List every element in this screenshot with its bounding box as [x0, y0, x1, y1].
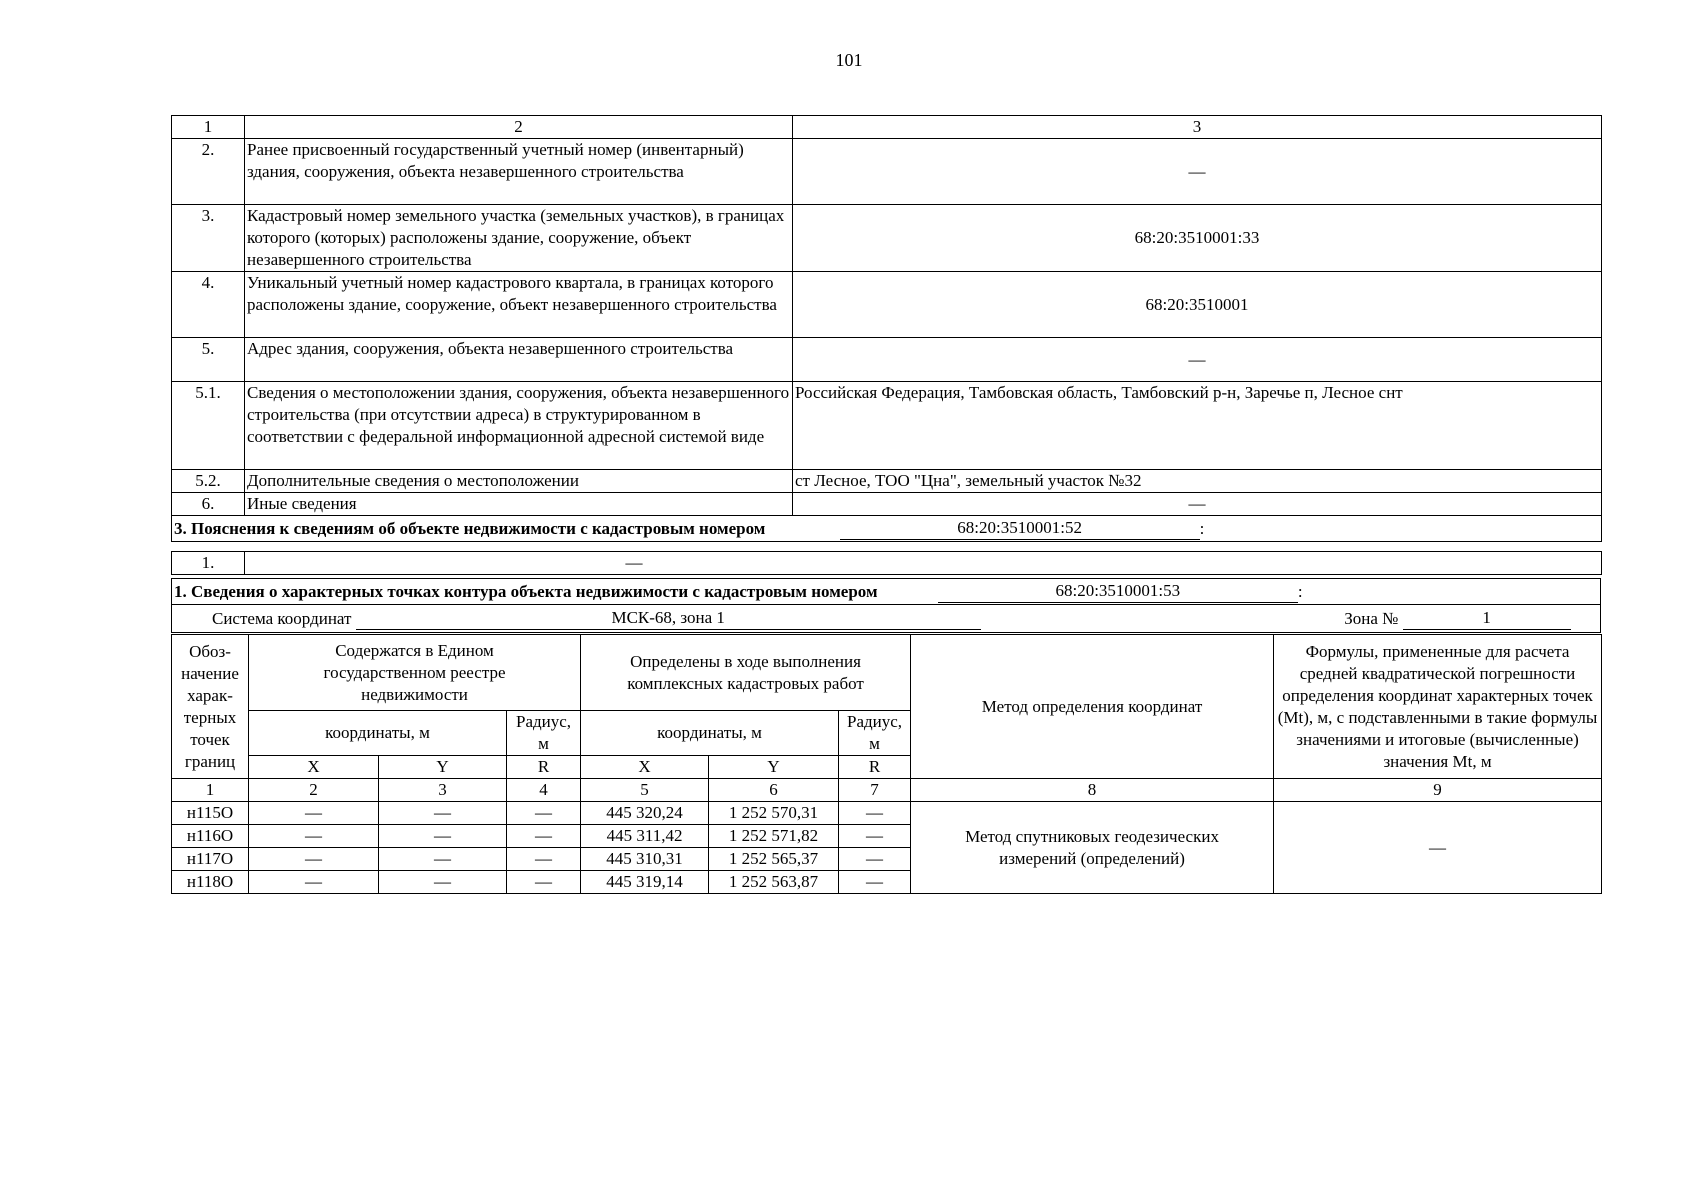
section3-title: 3. Пояснения к сведениям об объекте недвижимости с кадастровым номером	[174, 519, 766, 538]
egrn-y: —	[379, 871, 507, 894]
table-row	[172, 470, 1602, 493]
col-number: 1	[172, 779, 249, 802]
egrn-x: —	[249, 848, 379, 871]
row-description: Иные сведения	[245, 493, 793, 516]
header-method: Метод определения координат	[911, 635, 1274, 779]
point-name: н118О	[172, 871, 249, 894]
header-formulas: Формулы, примененные для расчета средней квадратической погрешности определения координат характерных точек (Mt), м, с подставленными в такие формулы значениями и итоговые (вычисленные) значения Mt, м	[1274, 635, 1602, 779]
kkr-y: 1 252 565,37	[709, 848, 839, 871]
zone-value: 1	[1403, 607, 1571, 630]
row-number: 5.1.	[172, 382, 245, 470]
kkr-r: —	[839, 802, 911, 825]
egrn-y: —	[379, 825, 507, 848]
points-section-title: 1. Сведения о характерных точках контура объекта недвижимости с кадастровым номером	[174, 582, 878, 601]
egrn-y: —	[379, 802, 507, 825]
kkr-r: —	[839, 871, 911, 894]
row-value: —	[245, 552, 1602, 575]
kkr-r: —	[839, 848, 911, 871]
col-header: 3	[793, 116, 1602, 139]
points-header-table	[171, 578, 1601, 633]
col-number: 5	[581, 779, 709, 802]
page-number: 101	[835, 50, 863, 70]
zone-label: Зона №	[1344, 609, 1399, 628]
section3-cadastral-number: 68:20:3510001:52	[840, 517, 1200, 540]
row-description: Сведения о местоположении здания, сооружения, объекта незавершенного строительства (при отсутствии адреса) в структурированном в соответствии с федеральной информационной адресной системой виде	[245, 382, 793, 470]
egrn-r: —	[507, 825, 581, 848]
header-y: Y	[379, 756, 507, 779]
kkr-x: 445 319,14	[581, 871, 709, 894]
formulas-value: —	[1274, 802, 1602, 894]
row-value: Российская Федерация, Тамбовская область, Тамбовский р-н, Заречье п, Лесное снт	[793, 382, 1602, 470]
kkr-y: 1 252 570,31	[709, 802, 839, 825]
row-description: Уникальный учетный номер кадастрового квартала, в границах которого расположены здание, сооружение, объект незавершенного строительства	[245, 272, 793, 338]
table-row	[172, 139, 1602, 205]
table-row	[172, 552, 1602, 575]
row-description: Ранее присвоенный государственный учетный номер (инвентарный) здания, сооружения, объекта незавершенного строительства	[245, 139, 793, 205]
header-x: X	[249, 756, 379, 779]
col-number: 8	[911, 779, 1274, 802]
section3-colon: :	[1199, 519, 1205, 538]
row-number: 5.2.	[172, 470, 245, 493]
col-number: 9	[1274, 779, 1602, 802]
table-row	[172, 205, 1602, 272]
egrn-x: —	[249, 871, 379, 894]
row-number: 4.	[172, 272, 245, 338]
table-row	[172, 272, 1602, 338]
col-header: 1	[172, 116, 245, 139]
egrn-r: —	[507, 802, 581, 825]
kkr-r: —	[839, 825, 911, 848]
egrn-x: —	[249, 802, 379, 825]
row-description: Адрес здания, сооружения, объекта незавершенного строительства	[245, 338, 793, 382]
egrn-y: —	[379, 848, 507, 871]
header-y: Y	[709, 756, 839, 779]
header-kkr: Определены в ходе выполнения комплексных кадастровых работ	[581, 635, 911, 711]
egrn-r: —	[507, 871, 581, 894]
method-value: Метод спутниковых геодезических измерений (определений)	[911, 802, 1274, 894]
coord-system-value: МСК-68, зона 1	[356, 607, 981, 630]
col-header: 2	[245, 116, 793, 139]
column-numbers-row	[172, 779, 1602, 802]
table-row	[172, 802, 1602, 825]
section3-title-row	[172, 516, 1602, 542]
header-x: X	[581, 756, 709, 779]
header-egrn: Содержатся в Едином государственном реестре недвижимости	[249, 635, 581, 711]
point-name: н116О	[172, 825, 249, 848]
kkr-x: 445 320,24	[581, 802, 709, 825]
header-radius: Радиус, м	[507, 711, 581, 756]
points-table	[171, 634, 1602, 894]
points-cadastral-number: 68:20:3510001:53	[938, 580, 1298, 603]
row-number: 5.	[172, 338, 245, 382]
header-radius: Радиус, м	[839, 711, 911, 756]
egrn-x: —	[249, 825, 379, 848]
col-number: 3	[379, 779, 507, 802]
point-name: н117О	[172, 848, 249, 871]
section3-table	[171, 551, 1602, 575]
row-value: —	[793, 338, 1602, 382]
egrn-r: —	[507, 848, 581, 871]
row-description: Кадастровый номер земельного участка (земельных участков), в границах которого (которых) расположены здание, сооружение, объект незавершенного строительства	[245, 205, 793, 272]
row-number: 1.	[172, 552, 245, 575]
header-r: R	[839, 756, 911, 779]
table-header-row	[172, 116, 1602, 139]
kkr-x: 445 310,31	[581, 848, 709, 871]
col-number: 4	[507, 779, 581, 802]
col-number: 7	[839, 779, 911, 802]
header-coords: координаты, м	[581, 711, 839, 756]
col-number: 6	[709, 779, 839, 802]
points-title-row	[172, 579, 1601, 605]
table-row	[172, 338, 1602, 382]
col-number: 2	[249, 779, 379, 802]
points-colon: :	[1297, 582, 1303, 601]
kkr-y: 1 252 563,87	[709, 871, 839, 894]
object-info-table	[171, 115, 1602, 542]
table-row	[172, 382, 1602, 470]
table-row	[172, 493, 1602, 516]
header-r: R	[507, 756, 581, 779]
kkr-x: 445 311,42	[581, 825, 709, 848]
coord-system-label: Система координат	[212, 609, 352, 628]
point-name: н115О	[172, 802, 249, 825]
row-value: 68:20:3510001:33	[793, 205, 1602, 272]
row-value: —	[793, 493, 1602, 516]
kkr-y: 1 252 571,82	[709, 825, 839, 848]
row-number: 3.	[172, 205, 245, 272]
row-number: 2.	[172, 139, 245, 205]
header-coords: координаты, м	[249, 711, 507, 756]
row-value: 68:20:3510001	[793, 272, 1602, 338]
row-number: 6.	[172, 493, 245, 516]
coord-system-row	[172, 605, 1601, 633]
row-description: Дополнительные сведения о местоположении	[245, 470, 793, 493]
header-designation: Обоз-начение харак-терных точек границ	[172, 635, 249, 779]
row-value: ст Лесное, ТОО "Цна", земельный участок №32	[793, 470, 1602, 493]
row-value: —	[793, 139, 1602, 205]
